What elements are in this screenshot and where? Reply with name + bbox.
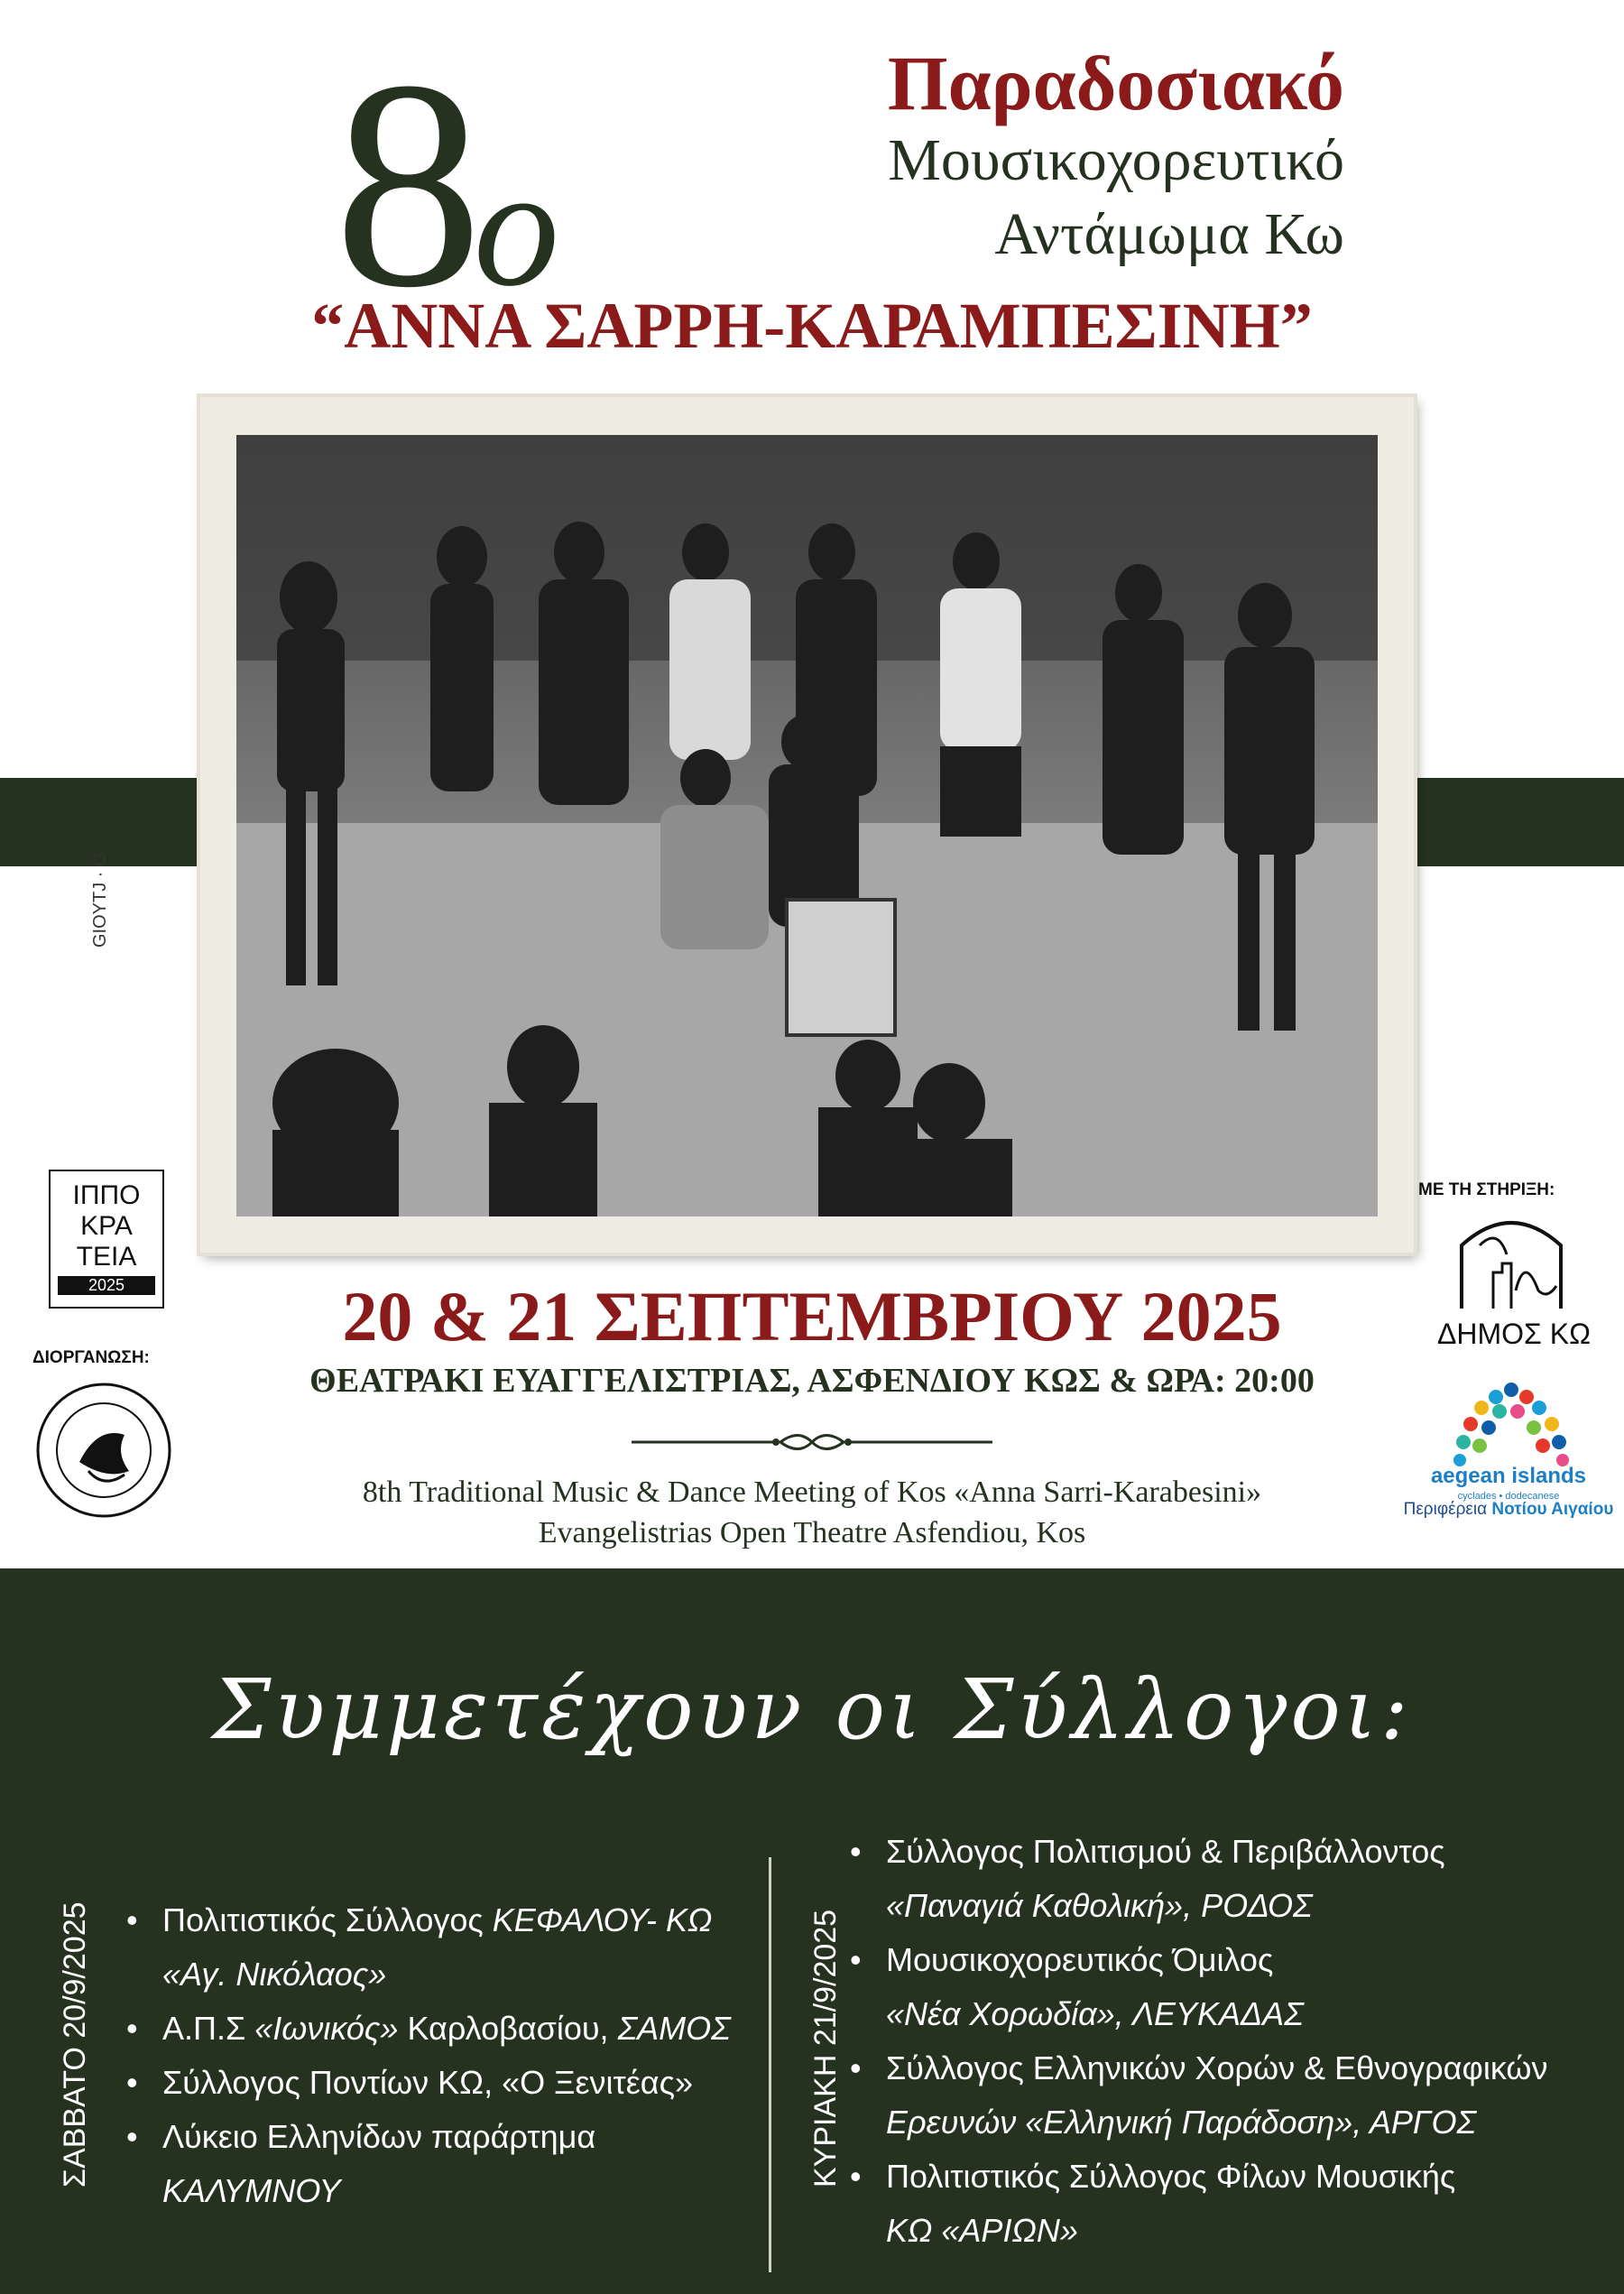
event-date: 20 & 21 ΣΕΠΤΕΜΒΡΙΟΥ 2025 — [342, 1277, 1282, 1355]
english-venue: Evangelistrias Open Theatre Asfendiou, Kos — [538, 1516, 1086, 1549]
title-line-1: Παραδοσιακό — [887, 40, 1344, 126]
aegean-islands-label: aegean islands — [1430, 1464, 1587, 1488]
support-label: ΜΕ ΤΗ ΣΤΗΡΙΞΗ: — [1418, 1180, 1555, 1199]
photo-credit: GIOYTJ · G — [90, 852, 110, 948]
list-item: • Α.Π.Σ «Ιωνικός» Καρλοβασίου, ΣΑΜΟΣ — [126, 2002, 758, 2056]
list-item: ΚΩ «ΑΡΙΩΝ» — [886, 2212, 1078, 2249]
list-item: «Παναγιά Καθολική», ΡΟΔΟΣ — [886, 1887, 1313, 1924]
list-item: • Πολιτιστικός Σύλλογος ΚΕΦΑΛΟΥ- ΚΩ — [126, 1893, 758, 1947]
archival-photo — [236, 435, 1378, 1216]
dimos-ko-label: ΔΗΜΟΣ ΚΩ — [1437, 1318, 1591, 1350]
list-item: • Σύλλογος Πολιτισμού & Περιβάλλοντος — [850, 1825, 1590, 1879]
list-item: • Σύλλογος Ελληνικών Χορών & Εθνογραφικών — [850, 2041, 1590, 2095]
sunday-list — [850, 1825, 1590, 2258]
day-divider — [769, 1857, 771, 2272]
dancers-photo-illustration — [236, 435, 1378, 1216]
saturday-list — [126, 1893, 758, 2218]
list-item: • Σύλλογος Ποντίων ΚΩ, «Ο Ξενιτέας» — [126, 2056, 758, 2110]
ippokrateia-logo: ΙΠΠΟ ΚΡΑ ΤΕΙΑ 2025 — [49, 1170, 164, 1309]
list-item: • Λύκειο Ελληνίδων παράρτημα ΚΑΛΥΜΝΟΥ — [126, 2110, 758, 2218]
region-label: Περιφέρεια Νοτίου Αιγαίου — [1403, 1500, 1614, 1519]
aegean-islands-sub: cyclades • dodecanese — [1457, 1491, 1560, 1502]
organizer-label: ΔΙΟΡΓΑΝΩΣΗ: — [32, 1348, 150, 1367]
ornament-divider — [632, 1424, 992, 1460]
event-venue: ΘΕΑΤΡΑΚΙ ΕΥΑΓΓΕΛΙΣΤΡΙΑΣ, ΑΣΦΕΝΔΙΟΥ ΚΩΣ & ΩΡΑ: 20:00 — [309, 1362, 1315, 1400]
saturday-label: ΣΑΒΒΑΤΟ 20/9/2025 — [58, 1901, 92, 2188]
list-item: • Πολιτιστικός Σύλλογος Φίλων Μουσικής — [850, 2150, 1590, 2204]
title-line-2: Μουσικοχορευτικό — [888, 127, 1344, 193]
honoree-title: “ΑΝΝΑ ΣΑΡΡΗ-ΚΑΡΑΜΠΕΣΙΝΗ” — [311, 290, 1313, 362]
list-item: • Μουσικοχορευτικός Όμιλος — [850, 1933, 1590, 1987]
sunday-label: ΚΥΡΙΑΚΗ 21/9/2025 — [808, 1909, 843, 2188]
title-line-3: Αντάμωμα Κω — [994, 201, 1344, 267]
list-item: «Αγ. Νικόλαος» — [162, 1956, 387, 1993]
list-item: «Νέα Χορωδία», ΛΕΥΚΑΔΑΣ — [886, 1995, 1304, 2032]
english-title: 8th Traditional Music & Dance Meeting of Kos «Anna Sarri-Karabesini» — [362, 1475, 1262, 1509]
edition-number: 8ο — [334, 20, 550, 349]
participants-title: Συμμετέχουν οι Σύλλογοι: — [212, 1661, 1412, 1758]
list-item: Ερευνών «Ελληνική Παράδοση», ΑΡΓΟΣ — [886, 2104, 1477, 2141]
